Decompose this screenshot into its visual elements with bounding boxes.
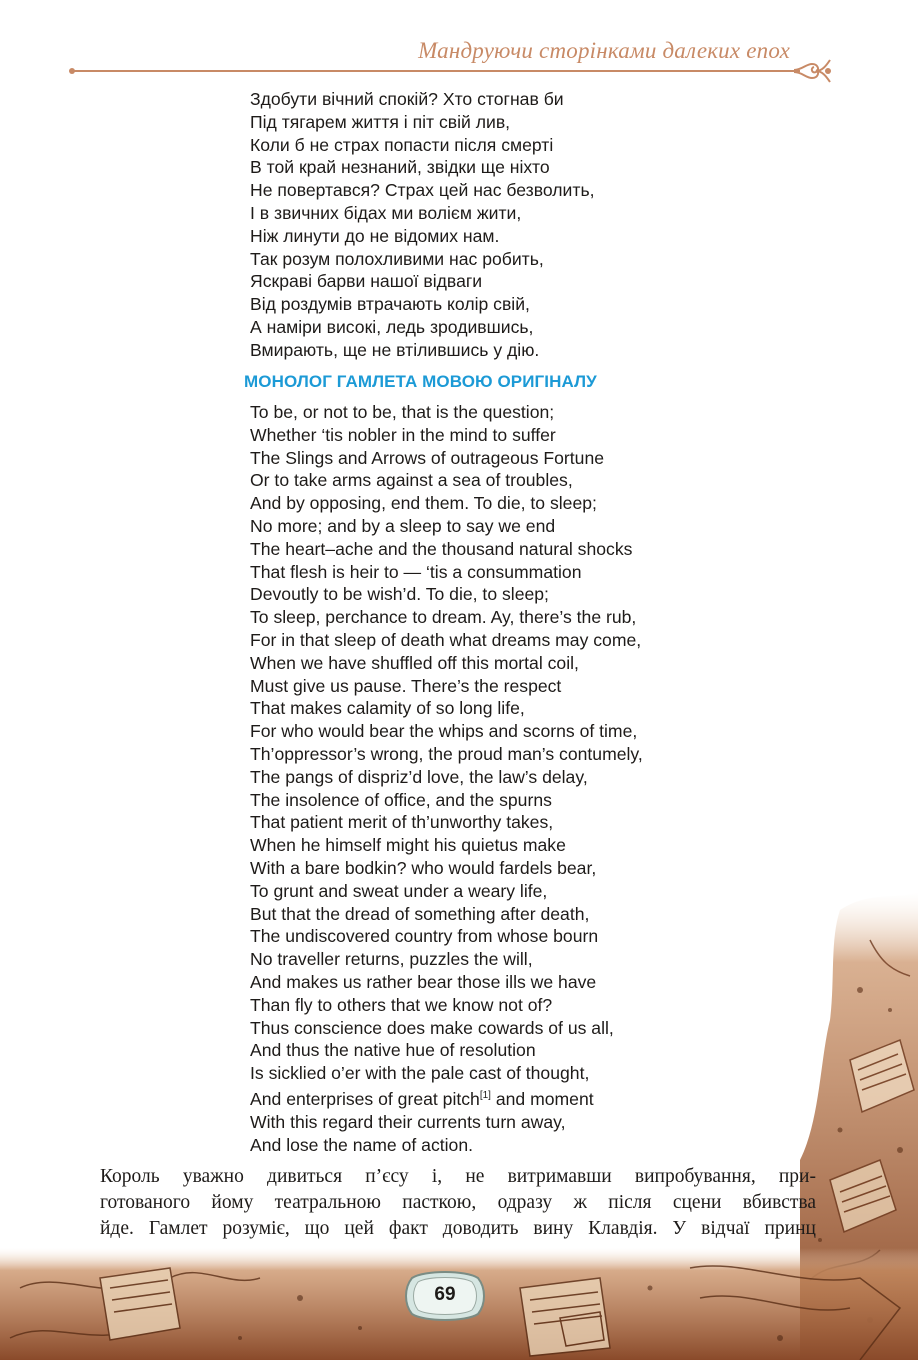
verse-line: В той край незнаний, звідки ще ніхто bbox=[250, 157, 550, 178]
verse-line: To grunt and sweat under a weary life, bbox=[250, 880, 548, 901]
verse-line: That flesh is heir to — ‘tis a consummation bbox=[250, 561, 582, 582]
verse-line: Th’oppressor’s wrong, the proud man’s contumely, bbox=[250, 743, 643, 764]
verse-line: For in that sleep of death what dreams may come, bbox=[250, 629, 642, 650]
verse-line: No more; and by a sleep to say we end bbox=[250, 515, 556, 536]
verse-line: Or to take arms against a sea of troubles, bbox=[250, 470, 573, 491]
verse-line: Is sicklied o’er with the pale cast of thought, bbox=[250, 1063, 590, 1084]
verse-line: The Slings and Arrows of outrageous Fortune bbox=[250, 447, 605, 468]
footnote-marker[interactable]: [1] bbox=[479, 1089, 491, 1101]
paragraph-line: йде. Гамлет розуміє, що цей факт доводить вину Клавдія. У відчаї принц bbox=[100, 1218, 816, 1239]
verse-line: And by opposing, end them. To die, to sleep; bbox=[250, 493, 597, 514]
flourish-ornament-icon bbox=[792, 54, 832, 88]
verse-line: The pangs of dispriz’d love, the law’s delay, bbox=[250, 766, 588, 787]
verse-line: And lose the name of action. bbox=[250, 1134, 473, 1155]
verse-line: Whether ‘tis nobler in the mind to suffer bbox=[250, 424, 556, 445]
verse-line: And makes us rather bear those ills we have bbox=[250, 971, 597, 992]
verse-line: Так розум полохливими нас робить, bbox=[250, 248, 544, 269]
verse-line: Than fly to others that we know not of? bbox=[250, 994, 553, 1015]
verse-line: To be, or not to be, that is the question; bbox=[250, 402, 555, 422]
verse-line: The insolence of office, and the spurns bbox=[250, 789, 552, 810]
verse-line: For who would bear the whips and scorns of time, bbox=[250, 721, 638, 742]
running-title: Мандруючи сторінками далеких епох bbox=[418, 38, 790, 63]
verse-line: Не повертався? Страх цей нас безволить, bbox=[250, 180, 595, 201]
verse-line: The undiscovered country from whose bourn bbox=[250, 926, 599, 947]
verse-text: and moment bbox=[490, 1088, 594, 1109]
verse-line-with-footnote bbox=[250, 1085, 643, 1111]
verse-line: Здобути вічний спокій? Хто стогнав би bbox=[250, 89, 564, 109]
verse-line: With this regard their currents turn away, bbox=[250, 1111, 566, 1132]
verse-line: І в звичних бідах ми волієм жити, bbox=[250, 202, 522, 223]
verse-line: But that the dread of something after death, bbox=[250, 903, 590, 924]
verse-line: No traveller returns, puzzles the will, bbox=[250, 949, 533, 970]
verse-line: When he himself might his quietus make bbox=[250, 835, 566, 856]
verse-line: With a bare bodkin? who would fardels bear, bbox=[250, 857, 597, 878]
verse-line: А наміри високі, ледь зродившись, bbox=[250, 316, 534, 337]
paragraph-line: готованого йому театральною пасткою, одразу ж після сцени вбивства bbox=[100, 1192, 816, 1213]
verse-line: To sleep, perchance to dream. Ay, there’s the rub, bbox=[250, 607, 637, 628]
verse-line: The heart–ache and the thousand natural shocks bbox=[250, 538, 633, 559]
verse-line: Яскраві барви нашої відваги bbox=[250, 271, 483, 292]
verse-line: Devoutly to be wish’d. To die, to sleep; bbox=[250, 584, 549, 605]
verse-line: Must give us pause. There’s the respect bbox=[250, 675, 562, 696]
verse-text: And enterprises of great pitch bbox=[250, 1088, 480, 1109]
paragraph-line: Король уважно дивиться п’єсу і, не витримавши випробування, при- bbox=[100, 1166, 816, 1187]
english-verse bbox=[250, 401, 643, 1156]
section-heading: МОНОЛОГ ГАМЛЕТА МОВОЮ ОРИГІНАЛУ bbox=[244, 372, 597, 391]
page-number: 69 bbox=[434, 1284, 456, 1305]
verse-line: Коли б не страх попасти після смерті bbox=[250, 134, 554, 155]
verse-line: Вмирають, ще не втілившись у дію. bbox=[250, 339, 540, 360]
verse-line: That makes calamity of so long life, bbox=[250, 698, 525, 719]
verse-line: That patient merit of th’unworthy takes, bbox=[250, 812, 554, 833]
ukrainian-verse bbox=[250, 88, 595, 362]
verse-line: Під тягарем життя і піт свій лив, bbox=[250, 111, 511, 132]
body-paragraph bbox=[100, 1164, 816, 1242]
verse-line: Thus conscience does make cowards of us all, bbox=[250, 1017, 614, 1038]
verse-line: Від роздумів втрачають колір свій, bbox=[250, 294, 530, 315]
header-rule bbox=[72, 70, 800, 72]
verse-line: When we have shuffled off this mortal coil, bbox=[250, 652, 579, 673]
verse-line: Ніж линути до не відомих нам. bbox=[250, 225, 500, 246]
verse-line: And thus the native hue of resolution bbox=[250, 1040, 536, 1061]
